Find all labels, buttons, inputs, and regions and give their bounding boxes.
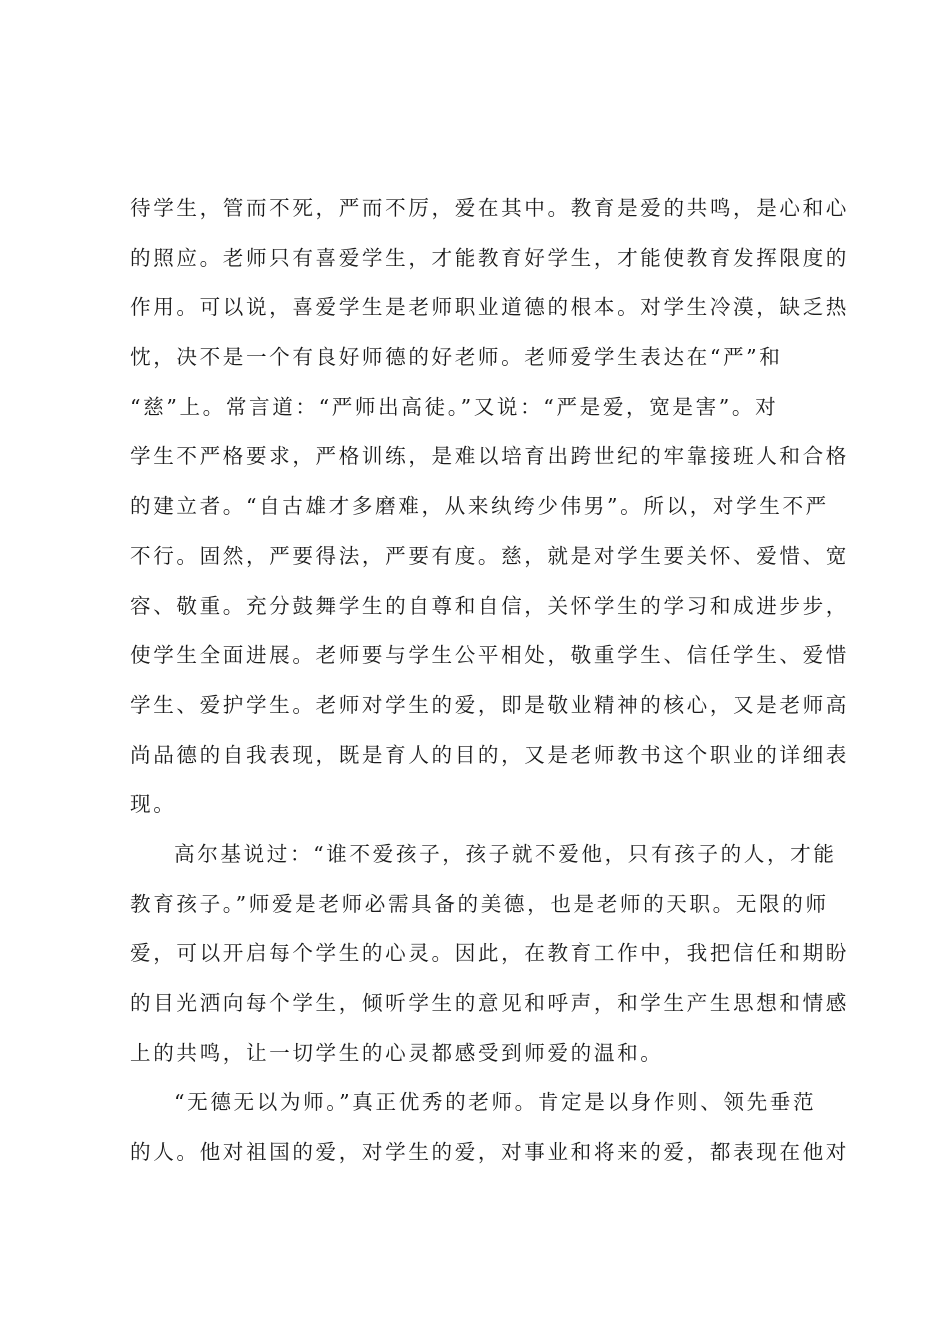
text-line: 使学生全面进展。老师要与学生公平相处，敬重学生、信任学生、爱惜 (130, 643, 850, 668)
text-line: 的建立者。“自古雄才多磨难，从来纨绔少伟男”。所以，对学生不严 (130, 494, 829, 519)
text-line: 上的共鸣，让一切学生的心灵都感受到师爱的温和。 (130, 1040, 664, 1065)
paragraph-3 (130, 1078, 850, 1177)
text-line: 的照应。老师只有喜爱学生，才能教育好学生，才能使教育发挥限度的 (130, 245, 850, 270)
text-line: 的目光洒向每个学生，倾听学生的意见和呼声，和学生产生思想和情感 (130, 991, 850, 1015)
text-line: 爱，可以开启每个学生的心灵。因此，在教育工作中，我把信任和期盼 (130, 941, 850, 966)
text-line: 教育孩子。”师爱是老师必需具备的美德，也是老师的天职。无限的师 (130, 891, 829, 916)
text-line: 作用。可以说，喜爱学生是老师职业道德的根本。对学生冷漠，缺乏热 (130, 295, 850, 320)
text-line: 忱，决不是一个有良好师德的好老师。老师爱学生表达在“严”和 (130, 345, 783, 370)
body-text (130, 184, 850, 1178)
paragraph-2 (130, 830, 850, 1078)
text-line: 学生、爱护学生。老师对学生的爱，即是敬业精神的核心，又是老师高 (130, 692, 850, 717)
text-line: 学生不严格要求，严格训练，是难以培育出跨世纪的牢靠接班人和合格 (130, 444, 850, 469)
text-line: 容、敬重。充分鼓舞学生的自尊和自信，关怀学生的学习和成进步步， (130, 593, 850, 618)
paragraph-1 (130, 184, 850, 830)
text-line: 待学生，管而不死，严而不厉，爱在其中。教育是爱的共鸣，是心和心 (130, 196, 850, 220)
text-line: “无德无以为师。”真正优秀的老师。肯定是以身作则、领先垂范 (174, 1090, 817, 1115)
text-line: 的人。他对祖国的爱，对学生的爱，对事业和将来的爱，都表现在他对 (130, 1140, 850, 1165)
text-line: “慈”上。常言道：“严师出高徒。”又说：“严是爱，宽是害”。对 (130, 394, 779, 419)
text-line: 尚品德的自我表现，既是育人的目的，又是老师教书这个职业的详细表 (130, 742, 850, 767)
text-line: 不行。固然，严要得法，严要有度。慈，就是对学生要关怀、爱惜、宽 (130, 543, 850, 568)
text-line: 高尔基说过：“谁不爱孩子，孩子就不爱他，只有孩子的人，才能 (174, 841, 837, 866)
text-line: 现。 (130, 792, 177, 817)
